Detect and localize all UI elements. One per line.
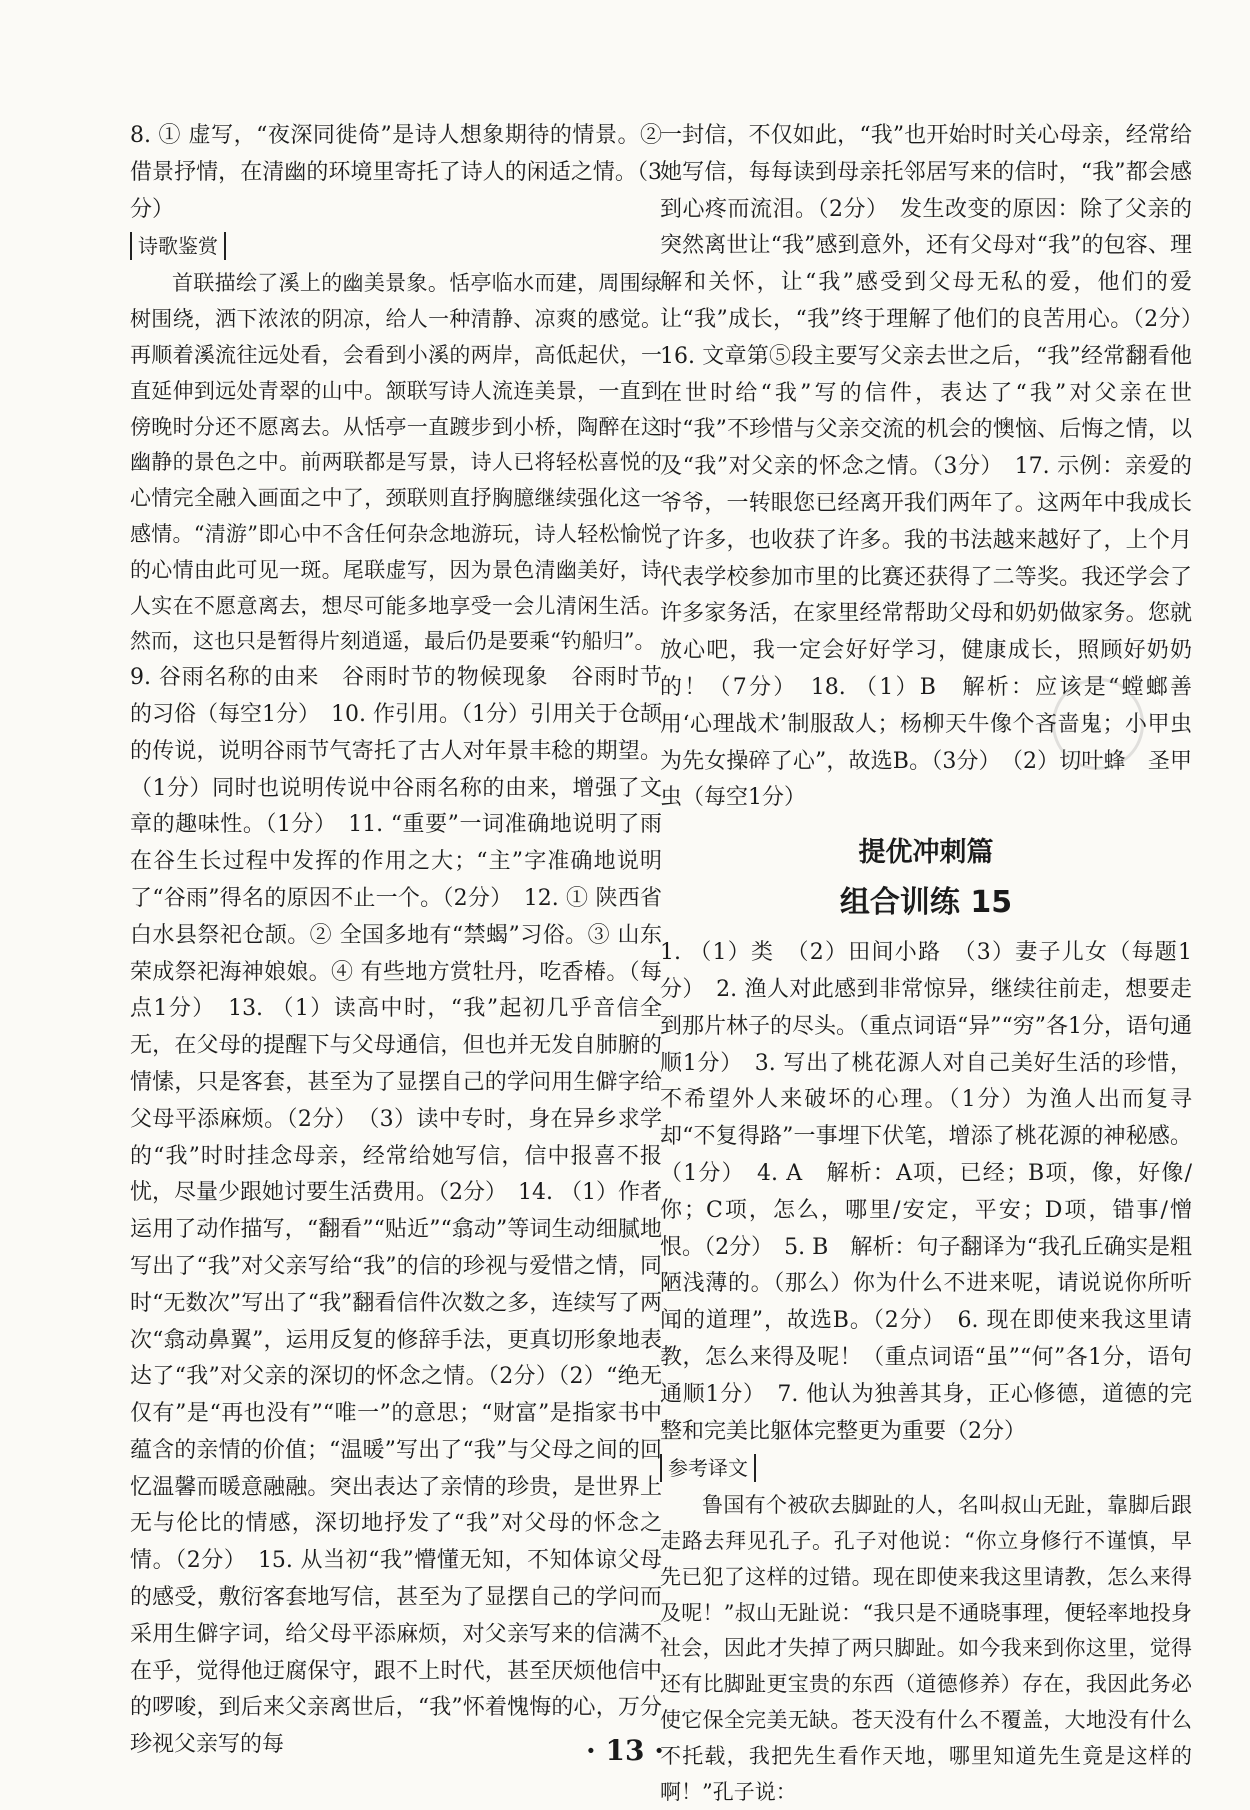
stamp-seal-icon <box>1052 678 1144 770</box>
answers-1-7: 1. （1）类 （2）田间小路 （3）妻子儿女（每题1分） 2. 渔人对此感到非常惊异，继续往前走，想要走到那片林子的尽头。（重点词语“异”“穷”各1分，语句通顺1分） 3. 写出了桃花源人对自己美好生活的珍惜，不希望外人来破坏的心理。（1分）为渔人出而复寻却“不复得路”一事埋下伏笔，增添了桃花源的神秘感。（1分） 4. A 解析：A项，已经；B项，像，好像/你；C项，怎么，哪里/安定，平安；D项，错事/憎恨。（2分） 5. B 解析：句子翻译为“我孔丘确实是粗陋浅薄的。（那么）你为什么不进来呢，请说说你所听闻的道理”，故选B。（2分） 6. 现在即使来我这里请教，怎么来得及呢！（重点词语“虽”“何”各1分，语句通顺1分） 7. 他认为独善其身，正心修德，道德的完整和完美比躯体完整更为重要（2分） <box>660 940 1192 1444</box>
section-tag-translation: 参考译文 <box>660 1454 756 1482</box>
translation-text: 鲁国有个被砍去脚趾的人，名叫叔山无趾，靠脚后跟走路去拜见孔子。孔子对他说：“你立身修行不谨慎，早先已犯了这样的过错。现在即使来我这里请教，怎么来得及呢！”叔山无趾说：“我只是不通晓事理，便轻率地投身社会，因此才失掉了两只脚趾。如今我来到你这里，觉得还有比脚趾更宝贵的东西（道德修养）存在，我因此务必使它保全完美无缺。苍天没有什么不覆盖，大地没有什么不托载，我把先生看作天地，哪里知道先生竟是这样的啊！”孔子说： <box>660 1493 1192 1804</box>
page-number: · 13 · <box>586 1734 664 1767</box>
answers-15-18: 一封信，不仅如此，“我”也开始时时关心母亲，经常给她写信，每每读到母亲托邻居写来的信时，“我”都会感到心疼而流泪。（2分） 发生改变的原因：除了父亲的突然离世让“我”感到意外，还有父母对“我”的包容、理解和关怀，让“我”感受到父母无私的爱，他们的爱让“我”成长，“我”终于理解了他们的良苦用心。（2分） 16. 文章第⑤段主要写父亲去世之后，“我”经常翻看他在世时给“我”写的信件，表达了“我”对父亲在世时“我”不珍惜与父亲交流的机会的懊恼、后悔之情，以及“我”对父亲的怀念之情。（3分） 17. 示例：亲爱的爷爷，一转眼您已经离开我们两年了。这两年中我成长了许多，也收获了许多。我的书法越来越好了，上个月代表学校参加市里的比赛还获得了二等奖。我还学会了许多家务活，在家里经常帮助父母和奶奶做家务。您就放心吧，我一定会好好学习，健康成长，照顾好奶奶的！（7分） 18. （1）B 解析：应该是“螳螂善用‘心理战术’制服敌人；杨柳天牛像个吝啬鬼；小甲虫为先女操碎了心”，故选B。（3分） （2）切叶蜂 圣甲虫（每空1分） <box>660 123 1215 811</box>
section-tag-poetry: 诗歌鉴赏 <box>130 232 226 260</box>
poetry-appreciation: 首联描绘了溪上的幽美景象。恬亭临水而建，周围绿树围绕，洒下浓浓的阴凉，给人一种清静、凉爽的感觉。再顺着溪流往远处看，会看到小溪的两岸，高低起伏，一直延伸到远处青翠的山中。颔联写诗人流连美景，一直到傍晚时分还不愿离去。从恬亭一直踱步到小桥，陶醉在这幽静的景色之中。前两联都是写景，诗人已将轻松喜悦的心情完全融入画面之中了，颈联则直抒胸臆继续强化这一感情。“清游”即心中不含任何杂念地游玩，诗人轻松愉悦的心情由此可见一斑。尾联虚写，因为景色清幽美好，诗人实在不愿意离去，想尽可能多地享受一会儿清闲生活。然而，这也只是暂得片刻逍遥，最后仍是要乘“钓船归”。 <box>130 271 662 654</box>
right-column <box>660 118 1215 1810</box>
left-column <box>130 118 662 1764</box>
answers-9-15: 9. 谷雨名称的由来 谷雨时节的物候现象 谷雨时节的习俗（每空1分） 10. 作引用。（1分）引用关于仓颉的传说，说明谷雨节气寄托了古人对年景丰稔的期望。（1分）同时也说明传说中谷雨名称的由来，增强了文章的趣味性。（1分） 11. “重要”一词准确地说明了雨在谷生长过程中发挥的作用之大；“主”字准确地说明了“谷雨”得名的原因不止一个。（2分） 12. ① 陕西省白水县祭祀仓颉。② 全国多地有“禁蝎”习俗。③ 山东荣成祭祀海神娘娘。④ 有些地方赏牡丹，吃香椿。（每点1分） 13. （1）读高中时，“我”起初几乎音信全无，在父母的提醒下与父母通信，但也并无发自肺腑的情愫，只是客套，甚至为了显摆自己的学问用生僻字给父母平添麻烦。（2分） （3）读中专时，身在异乡求学的“我”时时挂念母亲，经常给她写信，信中报喜不报忧，尽量少跟她讨要生活费用。（2分） 14. （1）作者运用了动作描写，“翻看”“贴近”“翕动”等词生动细腻地写出了“我”对父亲写给“我”的信的珍视与爱惜之情，同时“无数次”写出了“我”翻看信件次数之多，连续写了两次“翕动鼻翼”，运用反复的修辞手法，更真切形象地表达了“我”对父亲的深切的怀念之情。（2分）（2）“绝无仅有”是“再也没有”“唯一”的意思；“财富”是指家书中蕴含的亲情的价值；“温暖”写出了“我”与父母之间的回忆温馨而暖意融融。突出表达了亲情的珍贵，是世界上无与伦比的情感，深切地抒发了“我”对父母的怀念之情。（2分） 15. 从当初“我”懵懂无知，不知体谅父母的感受，敷衍客套地写信，甚至为了显摆自己的学问而采用生僻字词，给父母平添麻烦，对父亲写来的信满不在乎，觉得他迂腐保守，跟不上时代，甚至厌烦他信中的啰唆，到后来父亲离世后，“我”怀着愧悔的心，万分珍视父亲写的每 <box>130 665 662 1758</box>
exercise-heading: 组合训练 15 <box>839 885 1013 921</box>
section-heading: 提优冲刺篇 <box>858 837 994 869</box>
answer-8: 8. ① 虚写，“夜深同徙倚”是诗人想象期待的情景。② 借景抒情，在清幽的环境里寄托了诗人的闲适之情。（3分） <box>130 123 662 222</box>
